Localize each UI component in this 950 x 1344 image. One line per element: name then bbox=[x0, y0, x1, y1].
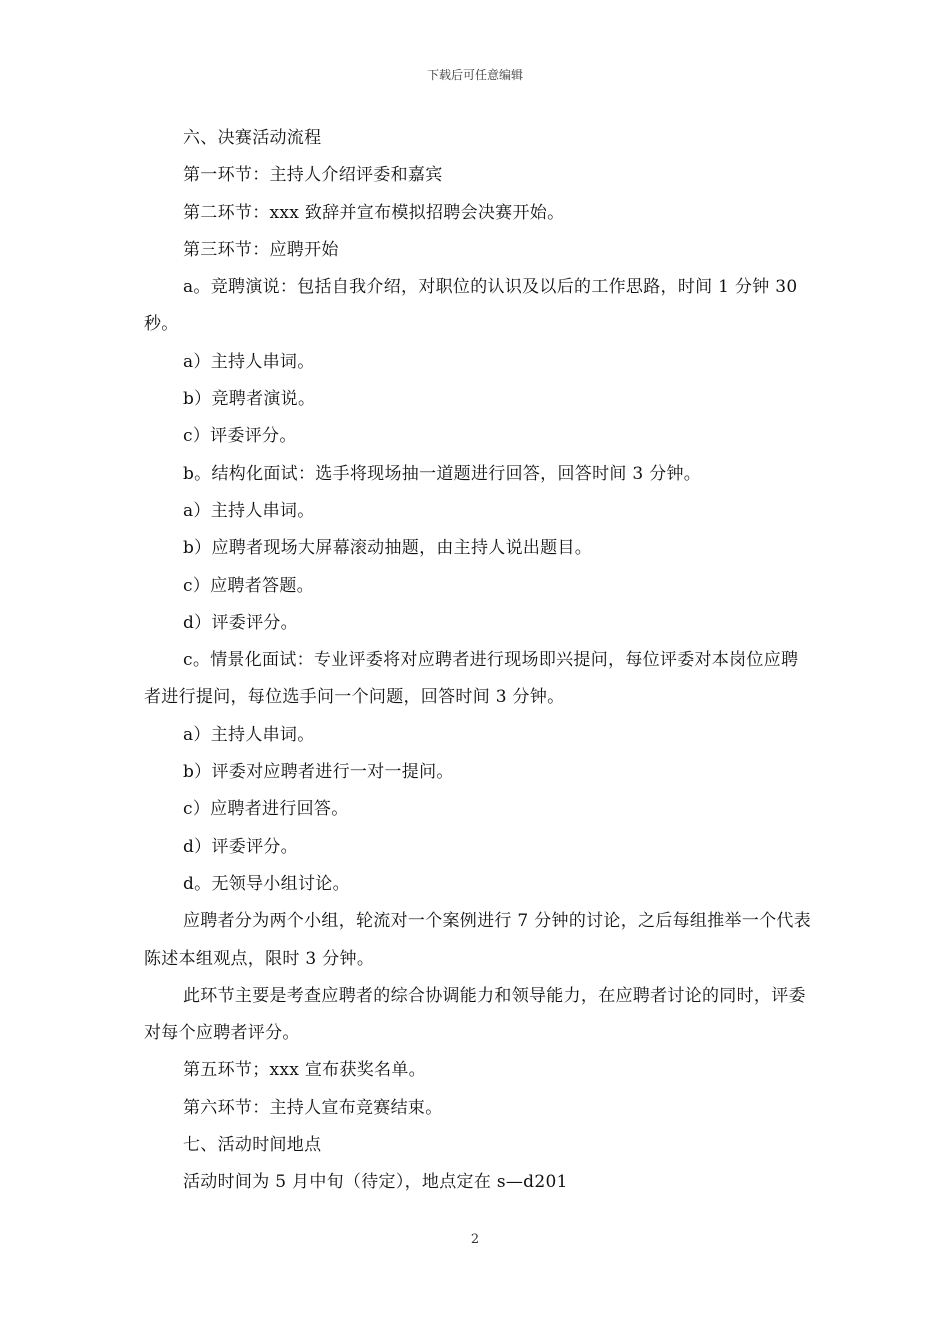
section-heading-time-place: 七、活动时间地点 bbox=[183, 1135, 322, 1156]
paragraph-step-1: 第一环节：主持人介绍评委和嘉宾 bbox=[183, 165, 443, 186]
list-item: d）评委评分。 bbox=[183, 836, 298, 857]
list-item: c）应聘者答题。 bbox=[183, 575, 314, 596]
paragraph-situational-interview: c。情景化面试：专业评委将对应聘者进行现场即兴提问，每位评委对本岗位应聘者进行提问，每位选手问一个问题，回答时间 3 分钟。 bbox=[144, 650, 799, 708]
page-header: 下载后可任意编辑 bbox=[426, 68, 523, 82]
paragraph-group-rules: 应聘者分为两个小组，轮流对一个案例进行 7 分钟的讨论，之后每组推举一个代表陈述本组观点，限时 3 分钟。 bbox=[144, 911, 812, 969]
list-item: c）应聘者进行回答。 bbox=[183, 799, 349, 820]
page-number: 2 bbox=[470, 1232, 480, 1247]
list-item: a）主持人串词。 bbox=[183, 351, 315, 372]
document-body bbox=[144, 120, 812, 1202]
paragraph-step-6: 第六环节：主持人宣布竞赛结束。 bbox=[183, 1097, 443, 1118]
list-item: a）主持人串词。 bbox=[183, 500, 315, 521]
paragraph-step-3: 第三环节：应聘开始 bbox=[183, 239, 339, 260]
section-heading-final-process: 六、决赛活动流程 bbox=[183, 128, 322, 148]
list-item: d）评委评分。 bbox=[183, 612, 298, 633]
paragraph-step-5: 第五环节；xxx 宣布获奖名单。 bbox=[183, 1060, 426, 1081]
paragraph-evaluation-focus: 此环节主要是考查应聘者的综合协调能力和领导能力，在应聘者讨论的同时，评委对每个应聘者评分。 bbox=[144, 985, 806, 1044]
paragraph-group-discussion: d。无领导小组讨论。 bbox=[183, 873, 350, 894]
list-item: c）评委评分。 bbox=[183, 426, 297, 447]
paragraph-speech: a。竞聘演说：包括自我介绍，对职位的认识及以后的工作思路，时间 1 分钟 30 秒。 bbox=[144, 277, 798, 335]
list-item: a）主持人串词。 bbox=[183, 724, 315, 745]
paragraph-time-place: 活动时间为 5 月中旬（待定），地点定在 s—d201 bbox=[183, 1172, 568, 1193]
paragraph-step-2: 第二环节：xxx 致辞并宣布模拟招聘会决赛开始。 bbox=[183, 202, 565, 223]
list-item: b）应聘者现场大屏幕滚动抽题，由主持人说出题目。 bbox=[183, 538, 593, 559]
paragraph-structured-interview: b。结构化面试：选手将现场抽一道题进行回答，回答时间 3 分钟。 bbox=[183, 463, 702, 484]
list-item: b）评委对应聘者进行一对一提问。 bbox=[183, 762, 454, 783]
list-item: b）竞聘者演说。 bbox=[183, 389, 316, 410]
